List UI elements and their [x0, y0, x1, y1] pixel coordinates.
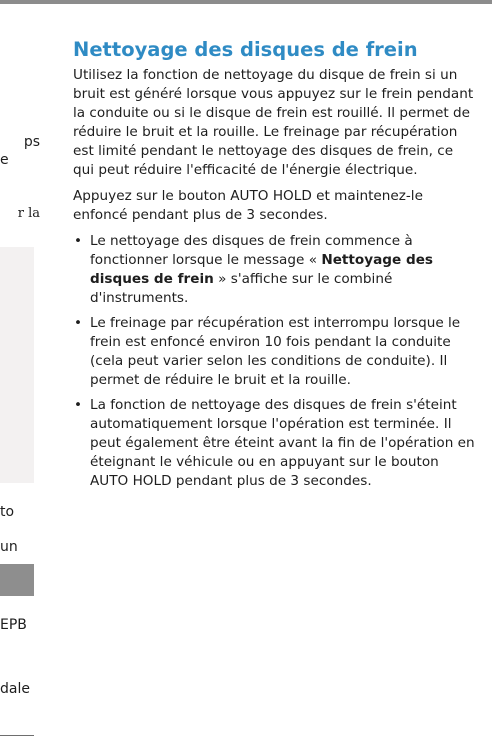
left-fragment: un [0, 539, 18, 555]
section-title: Nettoyage des disques de frein [73, 38, 418, 61]
top-rule [0, 0, 492, 4]
left-fragment: dale [0, 681, 30, 697]
left-fragment: EPB [0, 617, 27, 633]
left-fragment: r la [17, 206, 40, 221]
main-column [73, 40, 478, 497]
instruction-paragraph: Appuyez sur le bouton AUTO HOLD et maintenez-le enfoncé pendant plus de 3 secondes. [73, 188, 423, 223]
list-item: • La fonction de nettoyage des disques de frein s'éteint automatiquement lorsque l'opération est terminée. Il peut également être éteint avant la fin de l'opération en éteignant le véhicule ou en appuyant sur le bouton AUTO HOLD pendant plus de 3 secondes. [73, 396, 478, 491]
bullet-bold-text: Nettoyage des disques de frein [90, 252, 434, 287]
bullet-list [73, 232, 478, 491]
bullet-text: Le nettoyage des disques de frein commence à fonctionner lorsque le message « [90, 233, 413, 268]
left-fragment: to [0, 504, 15, 520]
left-fragment: ps [23, 134, 40, 150]
left-bottom-rule [0, 735, 34, 736]
list-item [73, 232, 478, 308]
list-item: • Le freinage par récupération est interrompu lorsque le frein est enfoncé environ 10 fois pendant la conduite (cela peut varier selon les conditions de conduite). Il permet de réduire le bruit et la rouille. [73, 314, 478, 390]
intro-paragraph: Utilisez la fonction de nettoyage du disque de frein si un bruit est généré lorsque vous appuyez sur le frein pendant la conduite ou si le disque de frein est rouillé. Il permet de réduire le bruit et la rouille. Le freinage par récupération est limité pendant le nettoyage des disques de frein, ce qui peut réduire l'efficacité de l'énergie électrique. [73, 67, 474, 178]
bullet-text: » s'affiche sur le combiné d'instruments. [90, 271, 393, 306]
left-fragment: e [0, 152, 9, 168]
left-gray-bar [0, 564, 34, 596]
left-column-clipped [0, 0, 40, 750]
left-shaded-box [0, 247, 34, 483]
